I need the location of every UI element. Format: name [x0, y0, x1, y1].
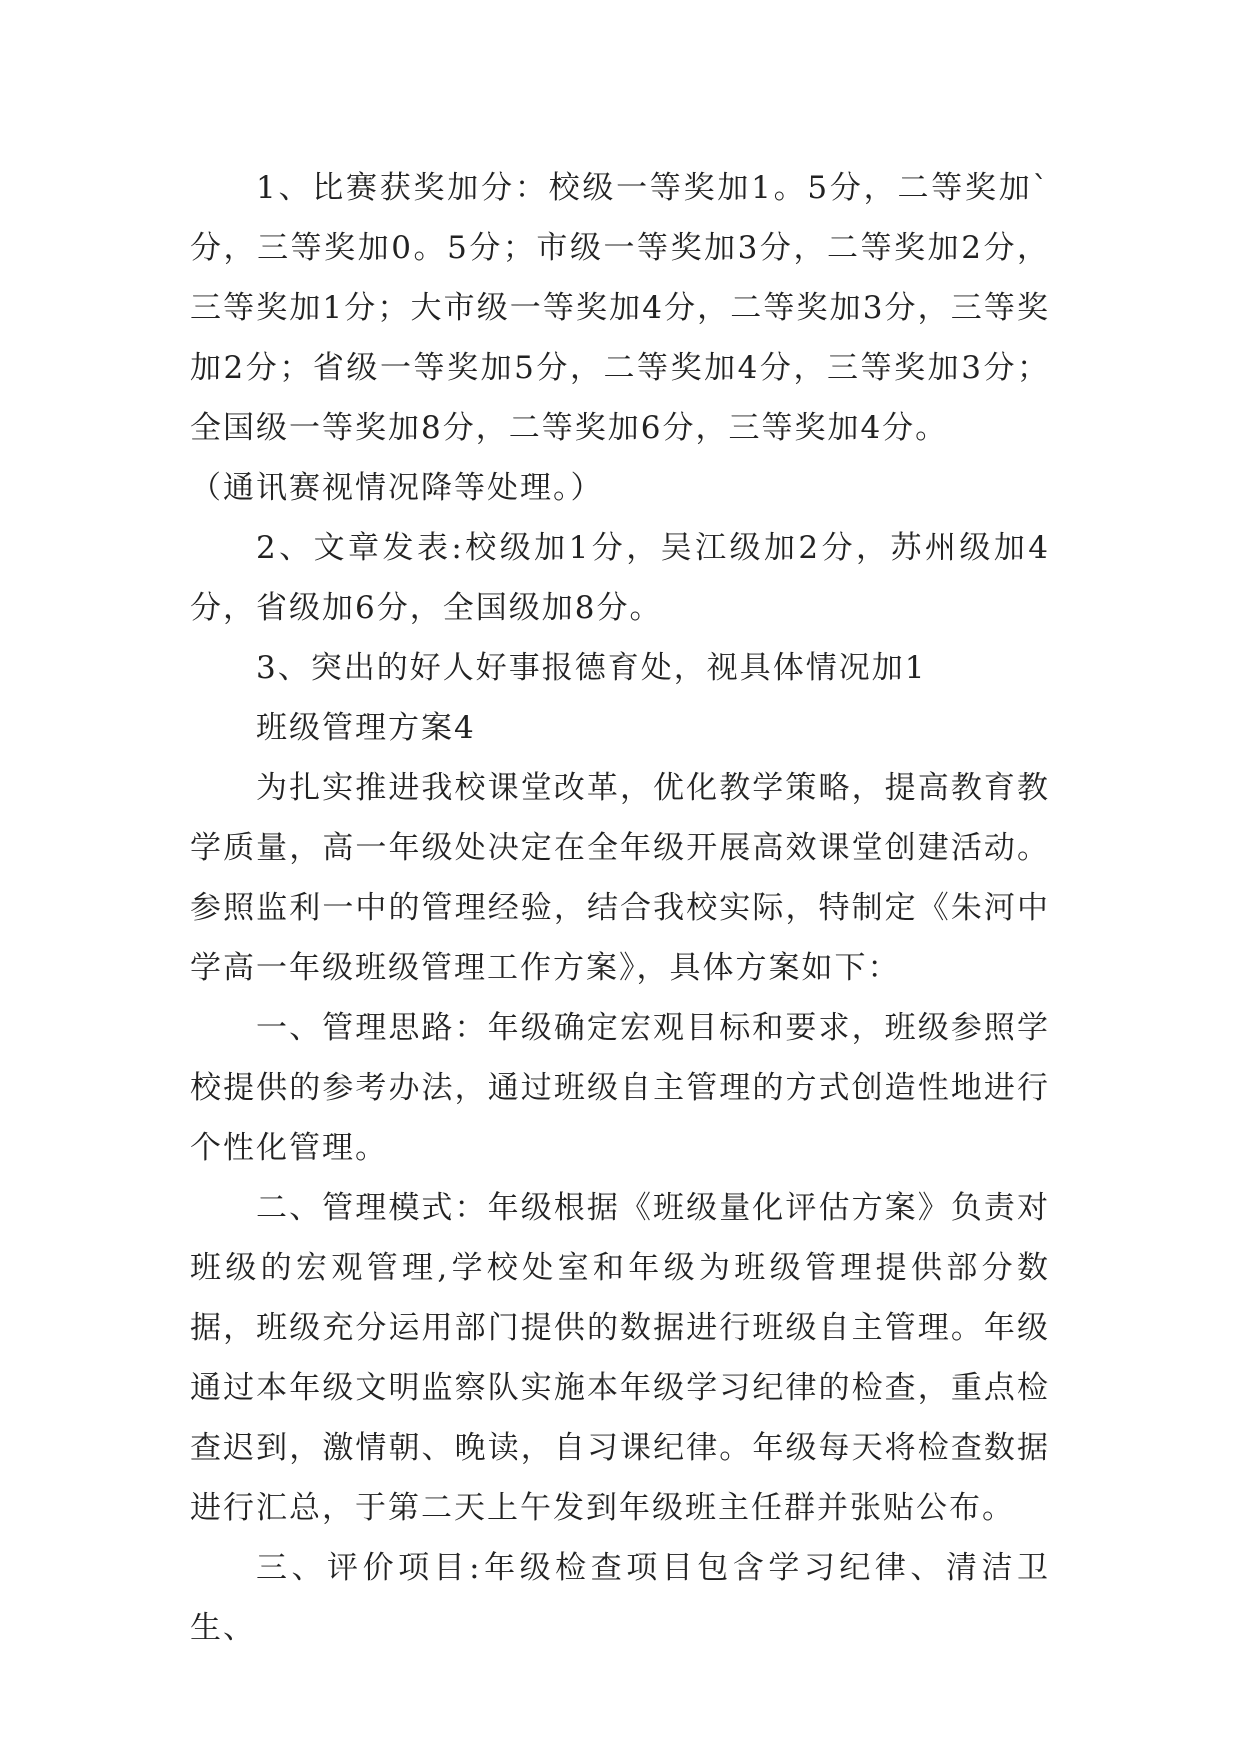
paragraph-award-note: （通讯赛视情况降等处理。） [190, 470, 604, 506]
paragraph-intro: 为扎实推进我校课堂改革，优化教学策略，提高教育教学质量，高一年级处决定在全年级开展高效课堂创建活动。参照监利一中的管理经验，结合我校实际，特制定《朱河中学高一年级班级管理工作方案》，具体方案如下： [190, 770, 1050, 986]
paragraph-good-deeds: 3、突出的好人好事报德育处，视具体情况加1 [256, 650, 927, 686]
paragraph-evaluation-items: 三、评价项目:年级检查项目包含学习纪律、清洁卫生、 [190, 1550, 1050, 1646]
document-body [190, 158, 1050, 1658]
paragraph-award-points: 1、比赛获奖加分：校级一等奖加1。5分，二等奖加`分，三等奖加0。5分；市级一等奖加3分，二等奖加2分，三等奖加1分；大市级一等奖加4分，二等奖加3分，三等奖加2分；省级一等奖加5分，二等奖加4分，三等奖加3分；全国级一等奖加8分，二等奖加6分，三等奖加4分。 [190, 170, 1050, 446]
section-heading: 班级管理方案4 [256, 710, 476, 746]
paragraph-management-idea: 一、管理思路：年级确定宏观目标和要求，班级参照学校提供的参考办法，通过班级自主管理的方式创造性地进行个性化管理。 [190, 1010, 1050, 1166]
paragraph-management-mode: 二、管理模式：年级根据《班级量化评估方案》负责对班级的宏观管理,学校处室和年级为班级管理提供部分数据，班级充分运用部门提供的数据进行班级自主管理。年级通过本年级文明监察队实施本年级学习纪律的检查，重点检查迟到，激情朝、晚读，自习课纪律。年级每天将检查数据进行汇总，于第二天上午发到年级班主任群并张贴公布。 [190, 1190, 1050, 1526]
paragraph-article-points: 2、文章发表:校级加1分，吴江级加2分，苏州级加4分，省级加6分，全国级加8分。 [190, 530, 1050, 626]
